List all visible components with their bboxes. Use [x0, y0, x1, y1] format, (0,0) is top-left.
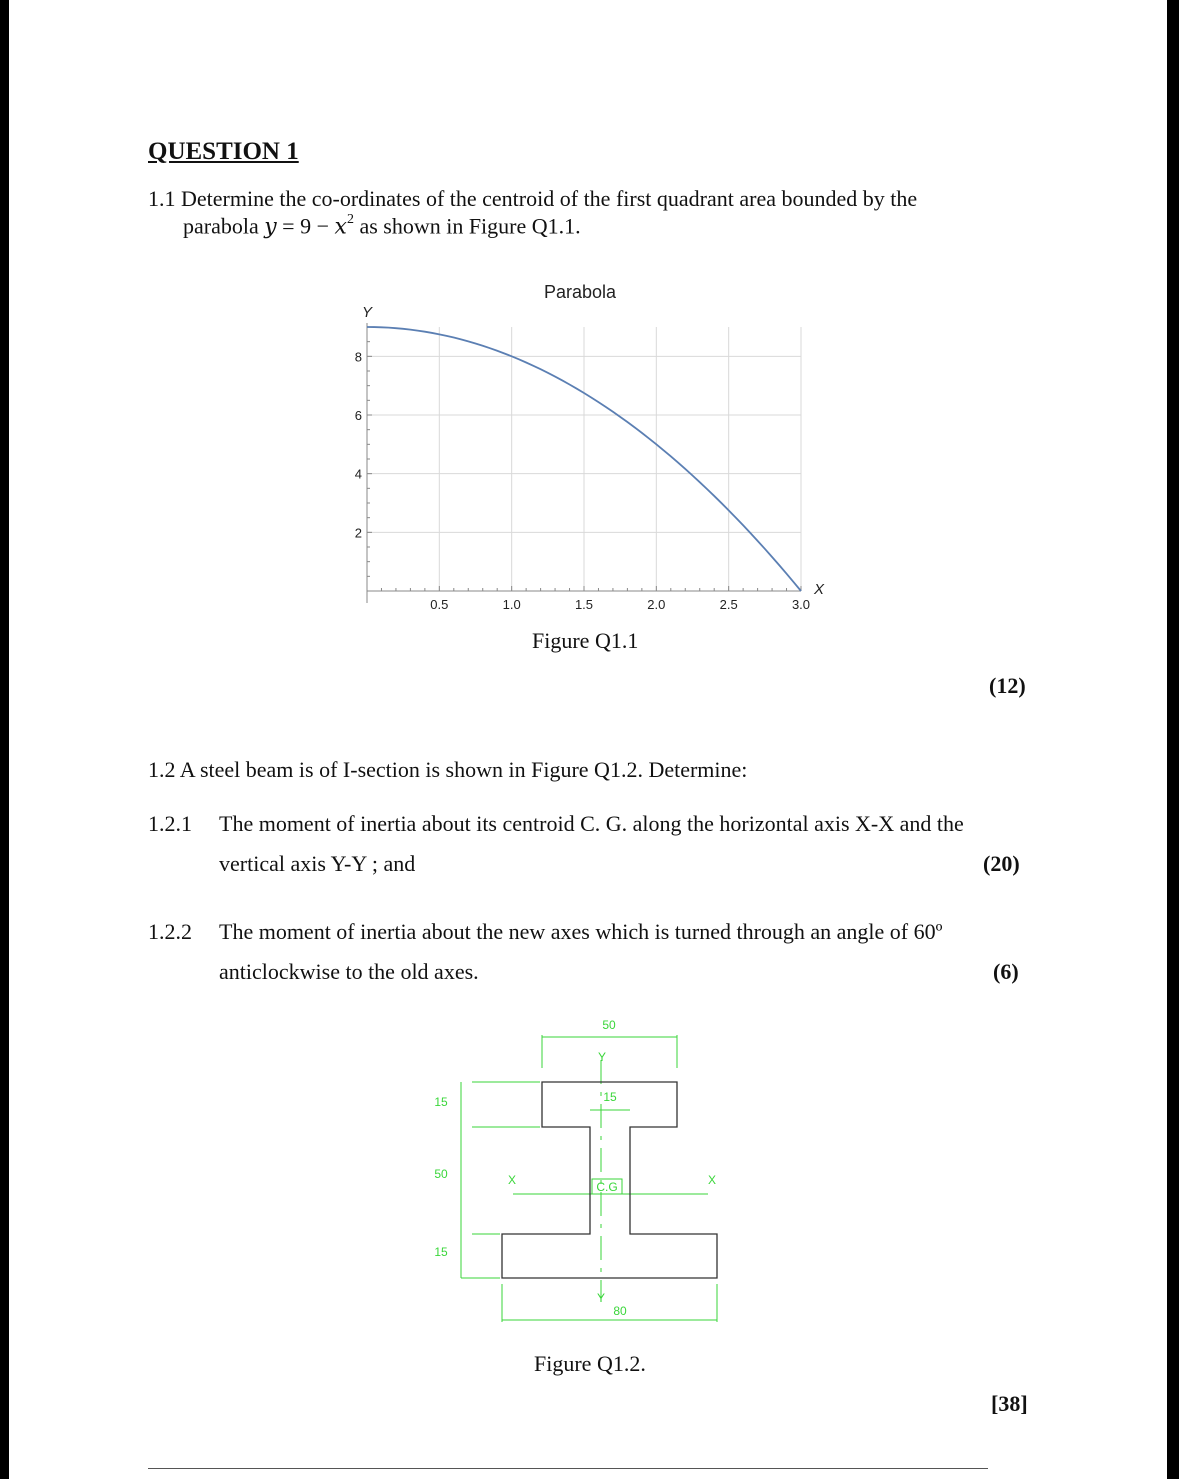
eq-equals: =	[282, 213, 295, 239]
y-tick-label: 4	[354, 466, 362, 482]
x-tick-label: 1.0	[502, 597, 521, 612]
eq-exponent: 2	[346, 212, 354, 227]
chart-title: Parabola	[543, 282, 617, 302]
q1-2-1-number: 1.2.1	[148, 811, 192, 836]
y-axis-label: Y	[361, 304, 373, 321]
q1-2-1-marks: (20)	[983, 851, 1020, 876]
x-tick-label: 1.5	[574, 597, 594, 612]
x-axis-label: X	[813, 581, 825, 598]
eq-y: y	[264, 214, 277, 240]
eq-nine: 9	[300, 213, 312, 239]
x-tick-label: 2.0	[647, 597, 666, 612]
q1-1-line1: 1.1 Determine the co-ordinates of the centroid of the first quadrant area bounded by the	[148, 186, 918, 211]
figure-q1-1-caption: Figure Q1.1	[532, 628, 639, 653]
dim-web-width-label: 15	[603, 1090, 617, 1104]
y-tick-label: 8	[354, 349, 362, 365]
x-axis-right-label: X	[707, 1173, 717, 1187]
q1-2-intro: 1.2 A steel beam is of I-section is shown in Figure Q1.2. Determine:	[148, 757, 748, 782]
q1-1-line2-suffix: as shown in Figure Q1.1.	[359, 213, 581, 239]
q1-2-2-line1: The moment of inertia about the new axes which is turned through an angle of 60º	[219, 919, 943, 944]
eq-minus: −	[316, 213, 330, 239]
dim-top-flange-label: 15	[434, 1095, 448, 1109]
x-tick-label: 0.5	[430, 597, 449, 612]
q1-1-marks: (12)	[989, 673, 1026, 698]
y-axis-top-label: Y	[597, 1050, 607, 1064]
q1-2-2-line2: anticlockwise to the old axes.	[219, 959, 479, 984]
question-title: QUESTION 1	[148, 138, 299, 165]
q1-2-2-marks: (6)	[993, 959, 1019, 984]
y-axis-bottom-label: Y	[596, 1291, 606, 1305]
dim-bottom-width-label: 80	[613, 1304, 627, 1318]
y-tick-label: 2	[354, 525, 362, 541]
total-marks: [38]	[991, 1391, 1028, 1416]
q1-1-line2-prefix: parabola	[183, 213, 259, 239]
x-axis-left-label: X	[507, 1173, 517, 1187]
q1-2-1-line2: vertical axis Y-Y ; and	[219, 851, 416, 876]
dim-bottom-flange-label: 15	[434, 1245, 448, 1259]
bottom-divider	[148, 1468, 988, 1469]
eq-x: x	[334, 214, 347, 240]
figure-q1-2-caption: Figure Q1.2.	[534, 1351, 646, 1376]
q1-2-1-line1: The moment of inertia about its centroid C. G. along the horizontal axis X-X and the	[219, 811, 964, 836]
x-tick-label: 2.5	[719, 597, 738, 612]
dim-top-width-label: 50	[602, 1018, 616, 1032]
y-tick-label: 6	[354, 408, 362, 423]
q1-2-2-number: 1.2.2	[148, 919, 192, 944]
x-tick-label: 3.0	[791, 597, 811, 612]
dim-web-height-label: 50	[434, 1167, 448, 1181]
cg-label: C.G	[596, 1180, 618, 1194]
